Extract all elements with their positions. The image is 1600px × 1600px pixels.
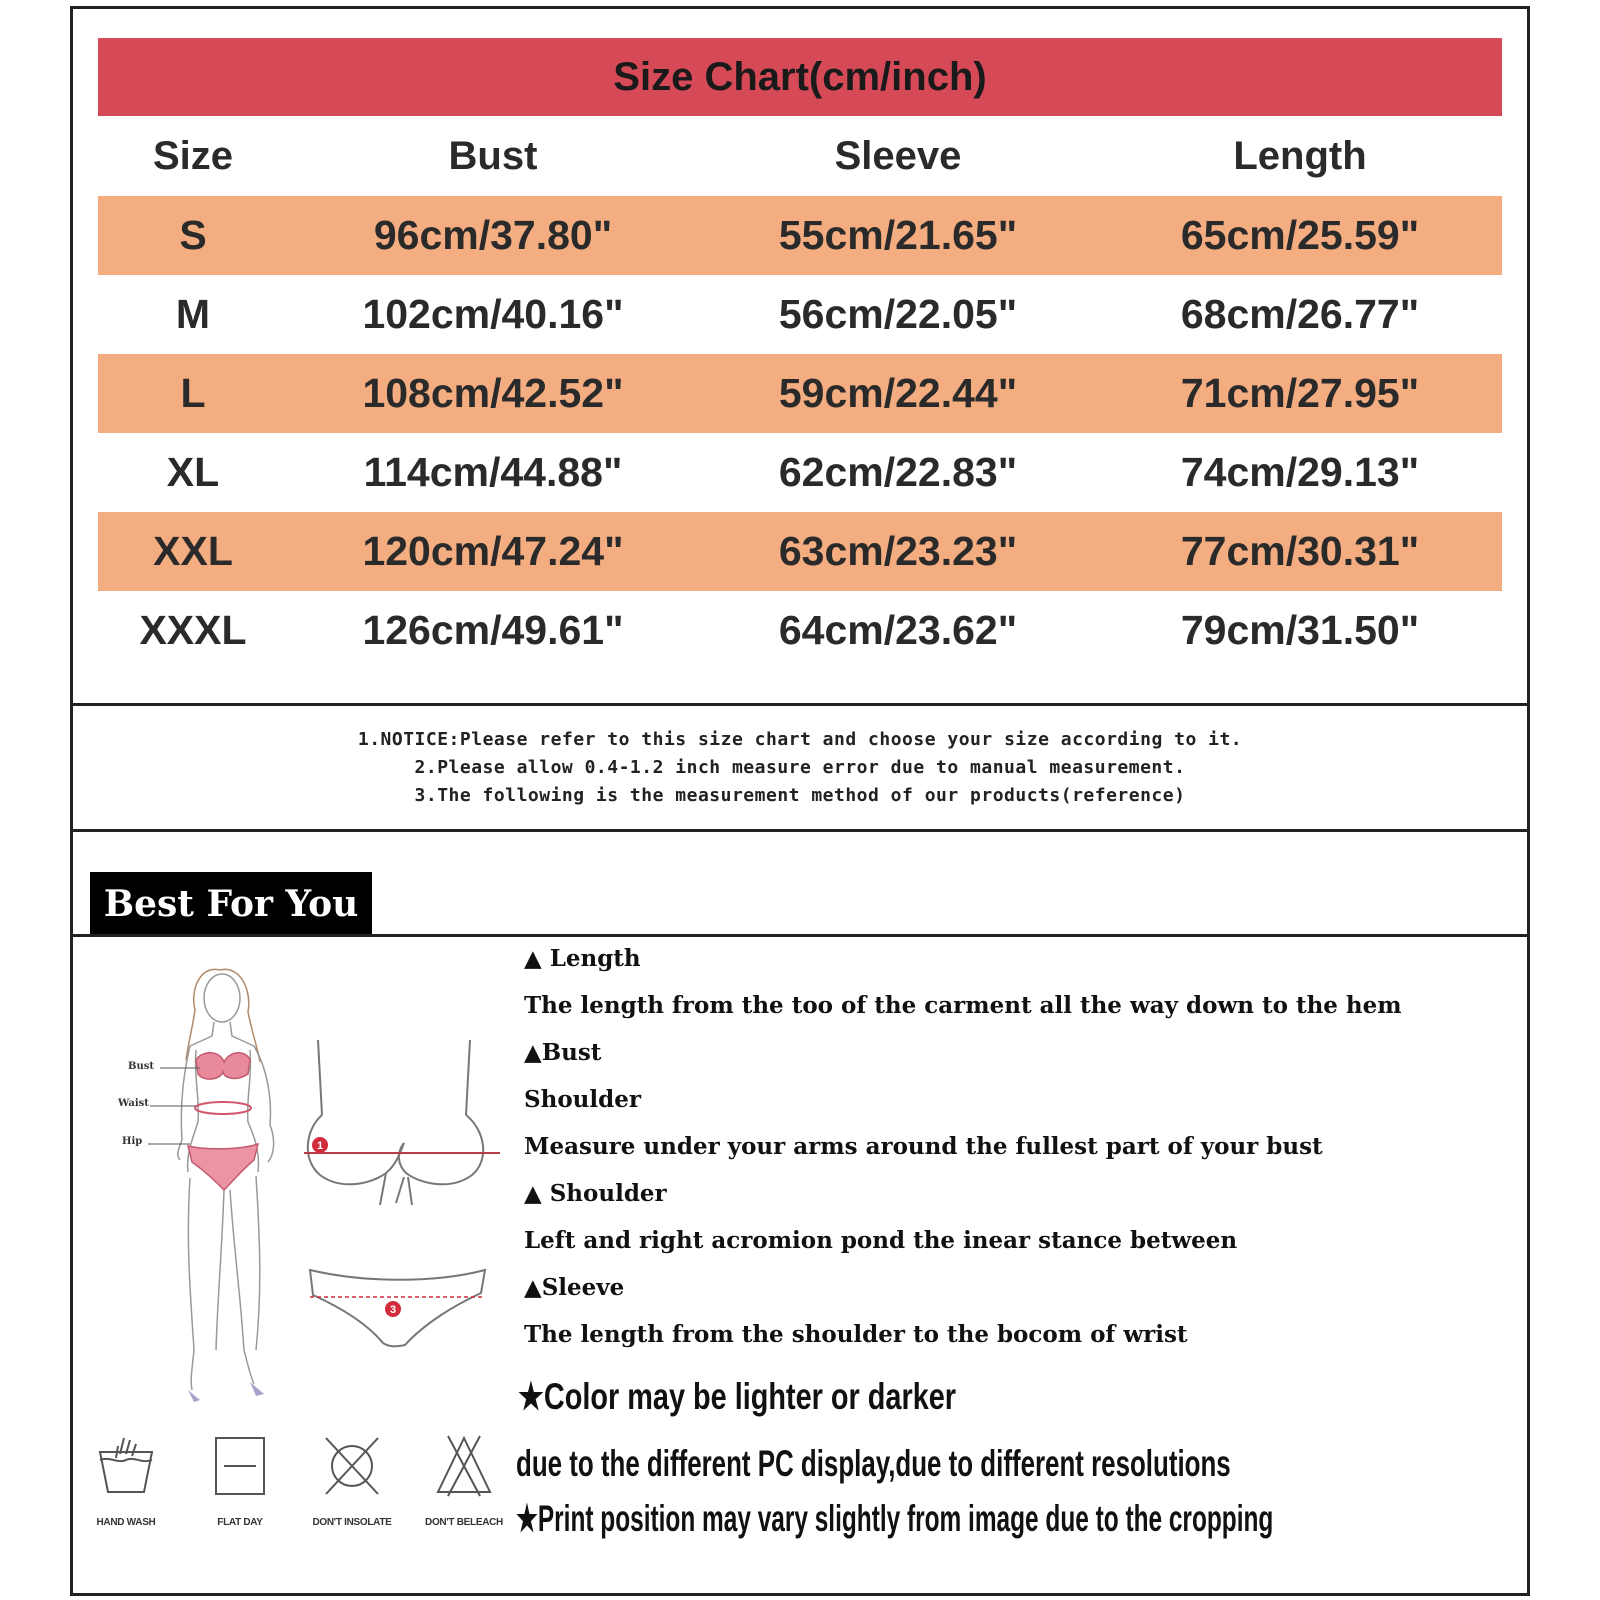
- desc-line: The length from the shoulder to the bocom of wrist: [524, 1321, 1188, 1348]
- header-length: Length: [1233, 134, 1367, 178]
- size-cell: L: [180, 370, 206, 416]
- care-item-flat-dry: [190, 1434, 290, 1528]
- bust-label: Bust: [128, 1061, 154, 1072]
- length-cell: 79cm/31.50": [1180, 607, 1420, 653]
- hip-label: Hip: [122, 1136, 143, 1147]
- color-note-continued: due to the different PC display,due to different resolutions: [516, 1443, 1231, 1484]
- table-row: [98, 354, 1502, 433]
- panties-diagram: [305, 1265, 495, 1355]
- no-bleach-icon: [432, 1434, 496, 1498]
- bust-cell: 120cm/47.24": [362, 528, 624, 574]
- table-row: [98, 591, 1502, 670]
- size-cell: XXL: [153, 528, 233, 574]
- care-label: DON'T BELEACH: [425, 1517, 503, 1528]
- care-label: HAND WASH: [96, 1517, 156, 1528]
- header-sleeve: Sleeve: [834, 134, 962, 178]
- color-note: ★Color may be lighter or darker: [518, 1376, 957, 1417]
- callout-number: 3: [389, 1304, 397, 1316]
- measurement-descriptions: [524, 942, 1524, 1365]
- length-cell: 71cm/27.95": [1180, 370, 1420, 416]
- care-label: FLAT DAY: [217, 1517, 263, 1528]
- print-note: ★Print position may vary slightly from image due to the cropping: [516, 1498, 1274, 1539]
- best-for-you-label: Best For You: [103, 883, 359, 925]
- desc-line: Measure under your arms around the fullest part of your bust: [524, 1133, 1323, 1160]
- table-row: [98, 275, 1502, 354]
- desc-line: Left and right acromion pond the inear stance between: [524, 1227, 1238, 1254]
- best-for-you-tab: [90, 872, 372, 936]
- no-sun-icon: [320, 1434, 384, 1498]
- desc-line: ▲ Shoulder: [524, 1180, 667, 1207]
- notice-line: 3.The following is the measurement method of our products(reference): [414, 785, 1186, 806]
- bust-cell: 126cm/49.61": [362, 607, 624, 653]
- size-chart-title: Size Chart(cm/inch): [613, 54, 987, 99]
- desc-line: ▲Bust: [524, 1039, 602, 1066]
- notice-block: [74, 726, 1526, 810]
- header-bust: Bust: [448, 134, 538, 178]
- length-cell: 68cm/26.77": [1180, 291, 1420, 337]
- sleeve-cell: 59cm/22.44": [778, 370, 1018, 416]
- care-item-hand-wash: [76, 1434, 176, 1528]
- flat-dry-icon: [208, 1434, 272, 1498]
- callout-number: 1: [316, 1140, 324, 1152]
- best-for-you-rule: [72, 934, 1528, 937]
- notice-line: 2.Please allow 0.4-1.2 inch measure error due to manual measurement.: [414, 757, 1186, 778]
- header-size: Size: [152, 134, 234, 178]
- section-divider: [70, 829, 1530, 832]
- bust-cell: 96cm/37.80": [373, 212, 613, 258]
- waist-label: Waist: [118, 1098, 149, 1109]
- model-figure-illustration: [120, 950, 300, 1410]
- table-row: [98, 512, 1502, 591]
- sleeve-cell: 55cm/21.65": [778, 212, 1018, 258]
- bust-cell: 114cm/44.88": [363, 449, 623, 495]
- care-item-dont-insolate: [302, 1434, 402, 1528]
- sleeve-cell: 64cm/23.62": [778, 607, 1018, 653]
- length-cell: 74cm/29.13": [1180, 449, 1420, 495]
- size-chart-title-bar: [98, 38, 1502, 116]
- size-cell: M: [175, 291, 211, 337]
- sleeve-cell: 62cm/22.83": [778, 449, 1018, 495]
- hand-wash-icon: [94, 1434, 158, 1498]
- size-cell: XXXL: [139, 607, 247, 653]
- bust-cell: 108cm/42.52": [362, 370, 624, 416]
- size-cell: XL: [166, 449, 220, 495]
- care-label: DON'T INSOLATE: [312, 1517, 392, 1528]
- desc-line: The length from the too of the carment all the way down to the hem: [524, 992, 1402, 1019]
- length-cell: 65cm/25.59": [1180, 212, 1420, 258]
- sleeve-cell: 63cm/23.23": [778, 528, 1018, 574]
- table-row: [98, 433, 1502, 512]
- size-cell: S: [179, 212, 207, 258]
- desc-line: ▲Sleeve: [524, 1274, 625, 1301]
- table-header-row: [98, 117, 1502, 196]
- size-table: [98, 117, 1502, 670]
- section-divider: [70, 703, 1530, 706]
- table-row: [98, 196, 1502, 275]
- length-cell: 77cm/30.31": [1180, 528, 1420, 574]
- care-item-dont-bleach: [414, 1434, 514, 1528]
- desc-line: ▲ Length: [524, 945, 641, 972]
- bust-cell: 102cm/40.16": [362, 291, 624, 337]
- notice-line: 1.NOTICE:Please refer to this size chart and choose your size according to it.: [357, 729, 1243, 750]
- sleeve-cell: 56cm/22.05": [778, 291, 1018, 337]
- bra-diagram: [300, 1035, 510, 1215]
- desc-line: Shoulder: [524, 1086, 641, 1113]
